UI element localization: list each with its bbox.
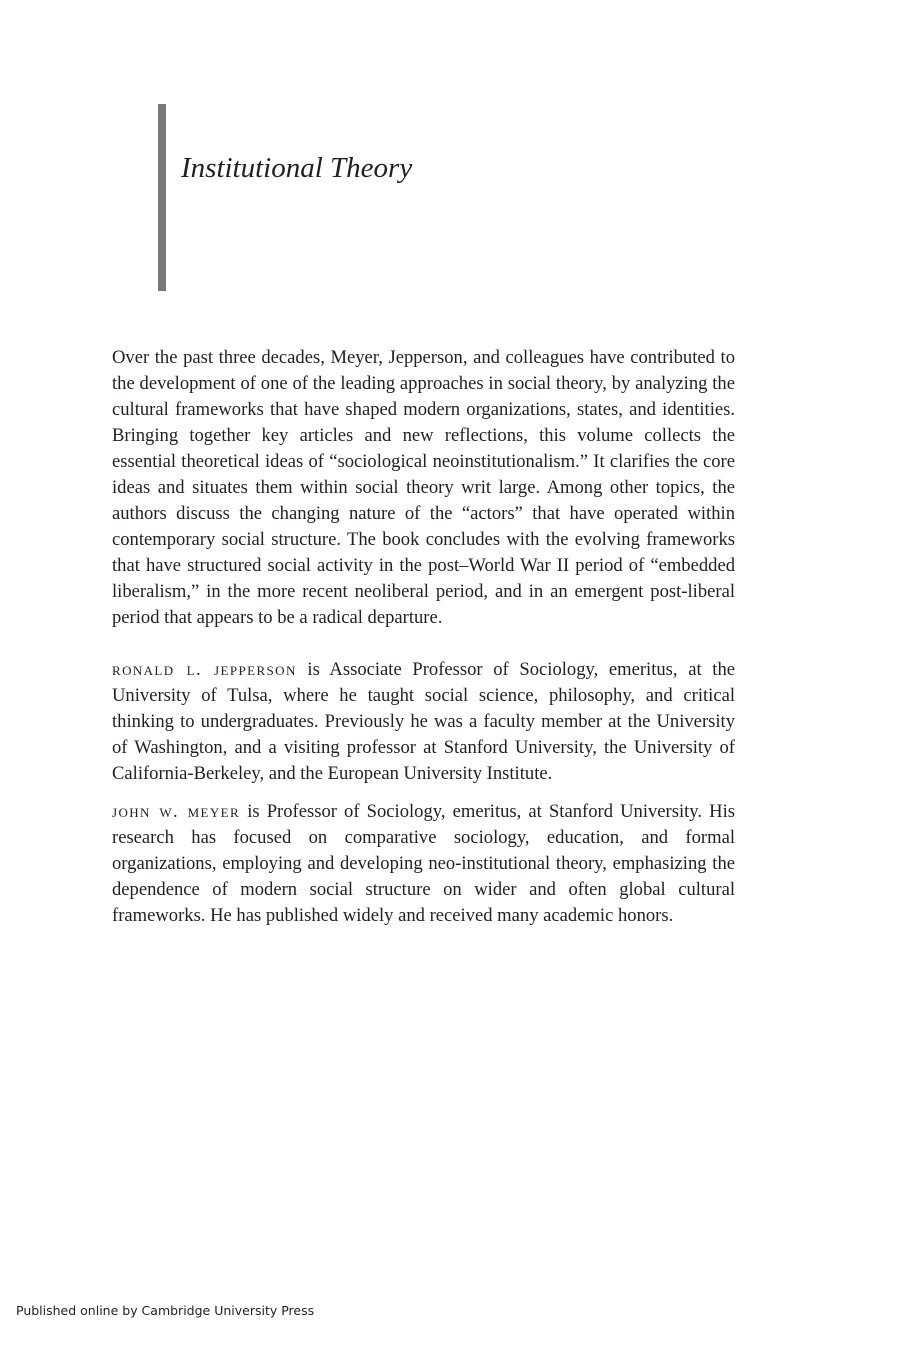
publisher-footer: Published online by Cambridge University Press — [16, 1303, 315, 1318]
author-bio-jepperson — [112, 657, 735, 787]
author-bio-text: is Professor of Sociology, emeritus, at Stanford University. His research has focused on comparative sociology, education, and formal organizations, employing and developing neo-institutional theory, emphasizing the dependence of modern social structure on wider and often global cultural frameworks. He has published widely and received many academic honors. — [112, 801, 735, 926]
author-name: ronald l. jepperson — [112, 659, 297, 680]
author-bio-text: is Associate Professor of Sociology, emeritus, at the University of Tulsa, where he taught social science, philosophy, and critical thinking to undergraduates. Previously he was a faculty member at the University of Washington, and a visiting professor at Stanford University, the University of California-Berkeley, and the European University Institute. — [112, 659, 736, 784]
book-description: Over the past three decades, Meyer, Jepperson, and colleagues have contributed to the development of one of the leading approaches in social theory, by analyzing the cultural frameworks that have shaped modern organizations, states, and identities. Bringing together key articles and new reflections, this volume collects the essential theoretical ideas of “sociological neoinstitutionalism.” It clarifies the core ideas and situates them within social theory writ large. Among other topics, the authors discuss the changing nature of the “actors” that have operated within contemporary social structure. The book concludes with the evolving frameworks that have structured social activity in the post–World War II period of “embedded liberalism,” in the more recent neoliberal period, and in an emergent post-liberal period that appears to be a radical departure. — [112, 347, 735, 628]
author-bio-meyer — [112, 799, 735, 929]
main-content — [112, 345, 735, 941]
title-accent-bar — [158, 104, 166, 291]
book-title: Institutional Theory — [181, 152, 413, 184]
author-name: john w. meyer — [112, 801, 241, 822]
